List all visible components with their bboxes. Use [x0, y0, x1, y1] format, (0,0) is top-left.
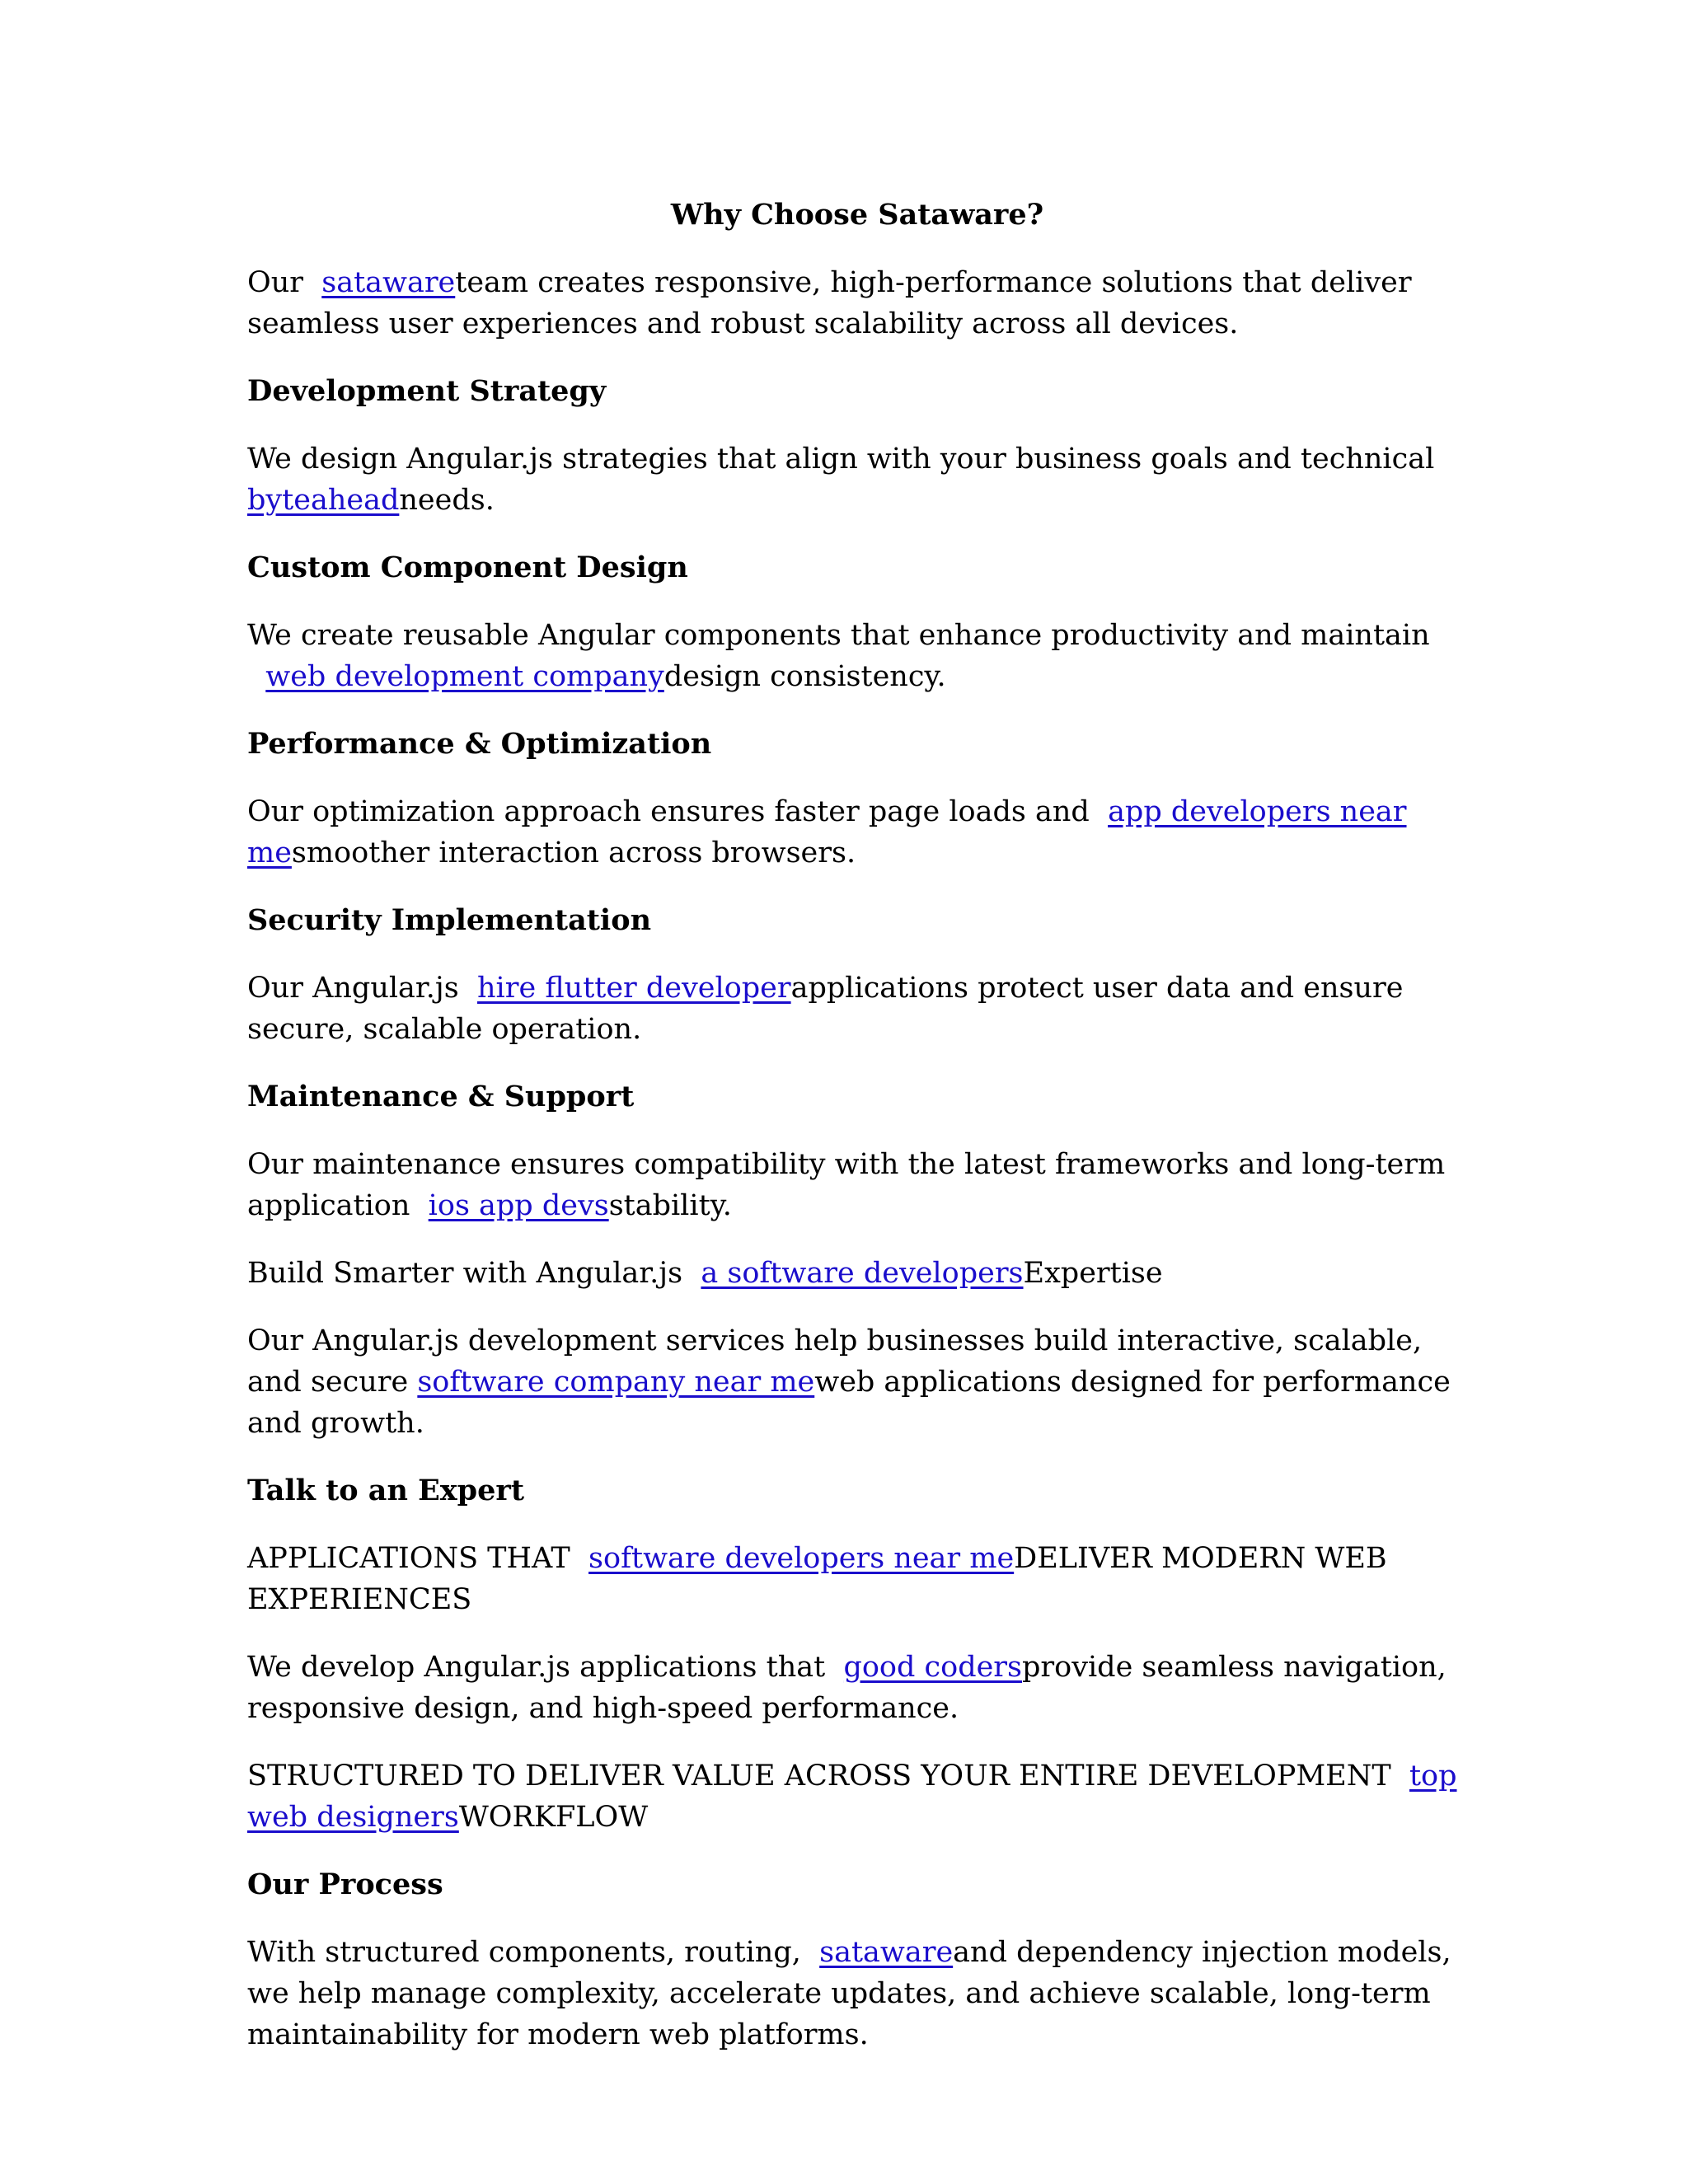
- paragraph-text-after: design consistency.: [663, 660, 946, 693]
- software-developers-near-me-link[interactable]: software developers near me: [588, 1542, 1015, 1575]
- section-heading-our-process: Our Process: [247, 1868, 443, 1901]
- sataware-process-link[interactable]: sataware: [819, 1936, 954, 1969]
- section-paragraph-development-strategy: [247, 438, 1467, 521]
- section-paragraph-performance-optimization: [247, 791, 1467, 874]
- paragraph-text-before: Build Smarter with Angular.js: [247, 1257, 683, 1290]
- section-paragraph-custom-component-design: [247, 615, 1467, 697]
- section-heading-talk-to-an-expert: Talk to an Expert: [247, 1474, 525, 1507]
- services-paragraph: [247, 1320, 1467, 1444]
- section-heading-development-strategy: Development Strategy: [247, 374, 607, 408]
- good-coders-link[interactable]: good coders: [843, 1651, 1022, 1684]
- ios-app-devs-link[interactable]: ios app devs: [428, 1189, 609, 1222]
- app-developers-near-me-link[interactable]: app developers near me: [247, 795, 1407, 869]
- develop-paragraph: [247, 1647, 1467, 1729]
- paragraph-text-before: APPLICATIONS THAT: [247, 1542, 570, 1575]
- document-body: [247, 194, 1467, 2082]
- top-web-designers-link[interactable]: top web designers: [247, 1760, 1457, 1834]
- paragraph-text-after: Expertise: [1023, 1257, 1163, 1290]
- build-smarter-paragraph: [247, 1253, 1467, 1294]
- paragraph-text-before: Our Angular.js: [247, 972, 459, 1005]
- paragraph-text-before: We design Angular.js strategies that align with your business goals and technical: [247, 443, 1435, 476]
- paragraph-text-after: provide seamless navigation, responsive design, and high-speed performance.: [247, 1651, 1447, 1725]
- section-heading-maintenance-support: Maintenance & Support: [247, 1080, 635, 1113]
- section-heading-security-implementation: Security Implementation: [247, 903, 652, 937]
- paragraph-text-after: smoother interaction across browsers.: [291, 837, 856, 869]
- paragraph-text-after: needs.: [399, 484, 495, 517]
- paragraph-text-before: Our Angular.js development services help businesses build interactive, scalable, and secure: [247, 1324, 1423, 1399]
- web-development-company-link[interactable]: web development company: [265, 660, 664, 693]
- paragraph-text-before: Our optimization approach ensures faster page loads and: [247, 795, 1090, 828]
- paragraph-text-before: We develop Angular.js applications that: [247, 1651, 826, 1684]
- intro-paragraph: [247, 262, 1467, 344]
- section-paragraph-security-implementation: [247, 968, 1467, 1050]
- a-software-developers-link[interactable]: a software developers: [701, 1257, 1024, 1290]
- paragraph-text-before: With structured components, routing,: [247, 1936, 801, 1969]
- intro-text-after: team creates responsive, high-performance solutions that deliver seamless user experiences and robust scalability across all devices.: [247, 266, 1412, 340]
- hire-flutter-developer-link[interactable]: hire flutter developer: [477, 972, 791, 1005]
- paragraph-text-before: We create reusable Angular components that enhance productivity and maintain: [247, 619, 1430, 652]
- applications-paragraph: [247, 1538, 1467, 1620]
- byteahead-link[interactable]: byteahead: [247, 484, 400, 517]
- section-heading-custom-component-design: Custom Component Design: [247, 551, 688, 584]
- intro-link[interactable]: sataware: [321, 266, 456, 299]
- paragraph-text-after: DELIVER MODERN WEB EXPERIENCES: [247, 1542, 1387, 1616]
- paragraph-text-after: applications protect user data and ensure secure, scalable operation.: [247, 972, 1404, 1046]
- section-heading-performance-optimization: Performance & Optimization: [247, 727, 712, 761]
- paragraph-text-after: and dependency injection models, we help manage complexity, accelerate updates, and achieve scalable, long-term maintainability for modern web platforms.: [247, 1936, 1451, 2051]
- page-title: Why Choose Sataware?: [670, 198, 1044, 232]
- paragraph-text-before: Our maintenance ensures compatibility with the latest frameworks and long-term application: [247, 1148, 1446, 1222]
- software-company-near-me-link[interactable]: software company near me: [417, 1366, 815, 1399]
- intro-text-before: Our: [247, 266, 303, 299]
- paragraph-text-after: stability.: [608, 1189, 732, 1222]
- process-paragraph: [247, 1932, 1467, 2055]
- structured-paragraph: [247, 1755, 1467, 1838]
- paragraph-text-after: web applications designed for performance and growth.: [247, 1366, 1451, 1440]
- paragraph-text-after: WORKFLOW: [458, 1801, 649, 1834]
- paragraph-text-before: STRUCTURED TO DELIVER VALUE ACROSS YOUR ENTIRE DEVELOPMENT: [247, 1760, 1391, 1793]
- section-paragraph-maintenance-support: [247, 1144, 1467, 1226]
